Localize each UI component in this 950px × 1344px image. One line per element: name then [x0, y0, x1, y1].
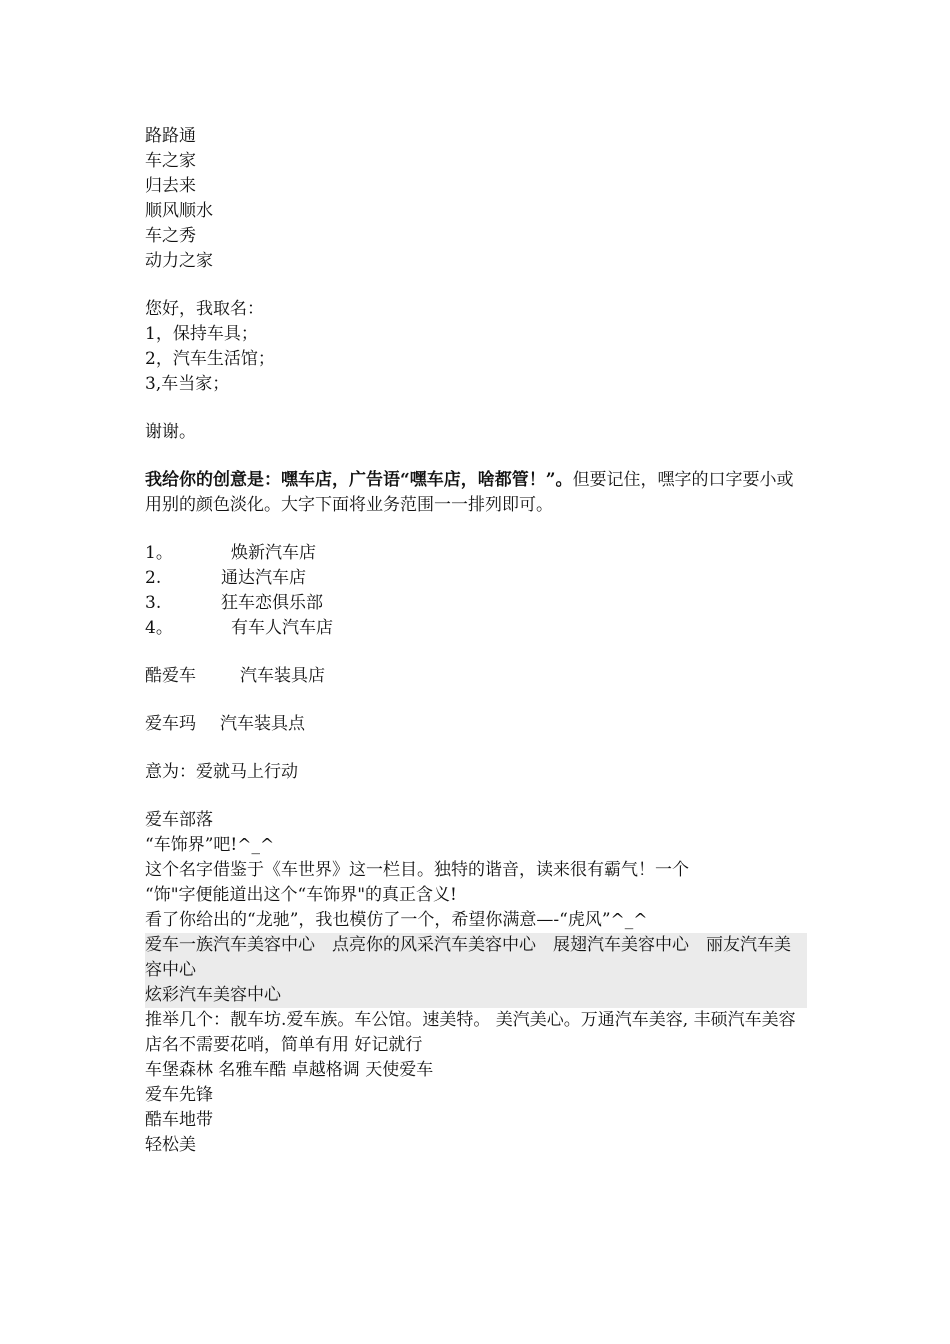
item-text: 有车人汽车店 [231, 618, 333, 638]
suggestion-line: 2，汽车生活馆； [145, 349, 275, 369]
shaded-line: 炫彩汽车美容中心 [145, 983, 807, 1008]
name-line: 车之秀 [145, 226, 196, 246]
item-number: 4。 [145, 618, 173, 638]
item-text: 狂车恋俱乐部 [221, 593, 323, 613]
idea-paragraph [145, 468, 807, 518]
text-line: 轻松美 [145, 1135, 196, 1155]
text-paragraph: 推举几个：靓车坊.爱车族。车公馆。速美特。 美汽美心。万通汽车美容, 丰硕汽车美容 [145, 1010, 796, 1030]
name-line: 顺风顺水 [145, 201, 213, 221]
greeting-line: 您好，我取名： [145, 299, 264, 319]
item-number: 2. [145, 568, 162, 588]
text-line: 爱车先锋 [145, 1085, 213, 1105]
name-line: 路路通 [145, 126, 196, 146]
text-line: “车饰界”吧!^_^ [145, 835, 275, 855]
text-line: 爱车部落 [145, 810, 213, 830]
item-text: 通达汽车店 [221, 568, 306, 588]
numbered-item [145, 591, 807, 616]
text-line: “饰"字便能道出这个“车饰界"的真正含义! [145, 885, 457, 905]
shop-desc: 汽车装具店 [240, 666, 325, 686]
text-line: 店名不需要花哨，简单有用 好记就行 [145, 1035, 423, 1055]
text-line: 车堡森林 名雅车酷 卓越格调 天使爱车 [145, 1060, 434, 1080]
shaded-paragraph: 爱车一族汽车美容中心 点亮你的风采汽车美容中心 展翅汽车美容中心 丽友汽车美容中心 [145, 933, 807, 983]
idea-normal-text: 但要记住，嘿字的口字要小或用别的颜色淡化。大字下面将业务范围一一排列即可。 [145, 470, 794, 515]
item-number: 1。 [145, 543, 173, 563]
name-pair-line [145, 664, 807, 689]
numbered-item [145, 566, 807, 591]
text-line: 看了你给出的“龙驰”，我也模仿了一个，希望你满意—-“虎风”^_^ [145, 910, 648, 930]
numbered-item [145, 616, 807, 641]
name-line: 动力之家 [145, 251, 213, 271]
meaning-line: 意为：爱就马上行动 [145, 762, 298, 782]
suggestion-line: 1，保持车具； [145, 324, 258, 344]
name-pair-line [145, 712, 807, 737]
text-line: 酷车地带 [145, 1110, 213, 1130]
numbered-item [145, 541, 807, 566]
document-body [145, 124, 807, 1158]
shop-name: 爱车玛 [145, 714, 196, 734]
name-line: 归去来 [145, 176, 196, 196]
text-line: 这个名字借鉴于《车世界》这一栏目。独特的谐音，读来很有霸气！一个 [145, 860, 689, 880]
shop-desc: 汽车装具点 [220, 714, 305, 734]
item-text: 焕新汽车店 [231, 543, 316, 563]
item-number: 3. [145, 593, 162, 613]
name-line: 车之家 [145, 151, 196, 171]
suggestion-line: 3,车当家； [145, 374, 230, 394]
thanks-line: 谢谢。 [145, 422, 196, 442]
shop-name: 酷爱车 [145, 666, 196, 686]
idea-bold-text: 我给你的创意是：嘿车店，广告语“嘿车店，啥都管！”。 [145, 470, 573, 490]
